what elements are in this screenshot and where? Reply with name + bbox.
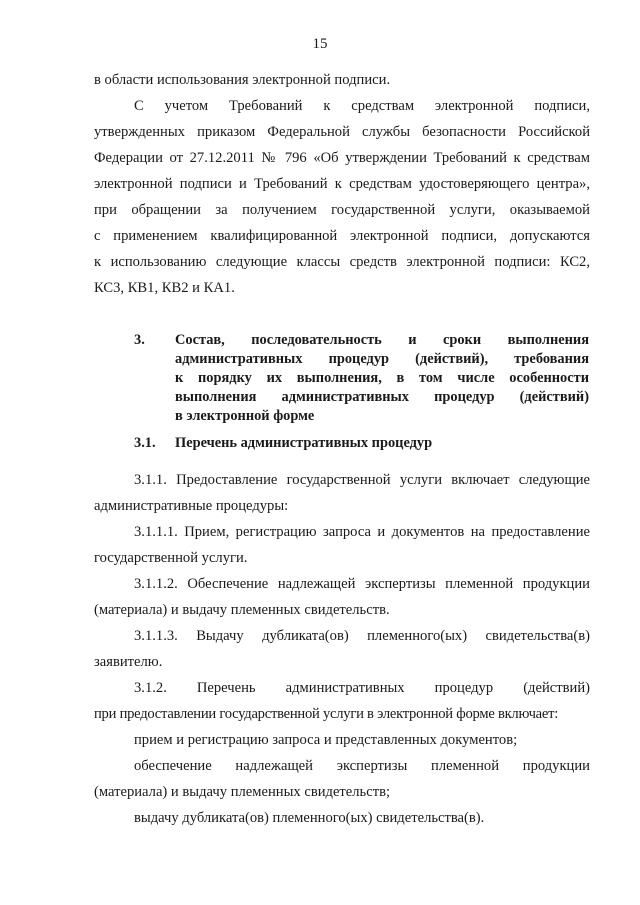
heading-line: административных процедур (действий), требования [175,351,589,367]
page-number: 15 [312,36,328,52]
text-line: 3.1.2. Перечень административных процедур (действий) [134,680,590,696]
text-line: 3.1.1.1. Прием, регистрацию запроса и документов на предоставление [134,524,590,540]
subsection-title: Перечень административных процедур [175,435,433,451]
heading-line: выполнения административных процедур (действий) [175,389,589,405]
heading-line: в электронной форме [175,408,315,424]
heading-line: к порядку их выполнения, в том числе особенности [175,370,589,386]
text-line: государственной услуги. [94,550,248,566]
text-line: административные процедуры: [94,498,289,514]
text-line: прием и регистрацию запроса и представленных документов; [134,732,518,748]
text-line: 3.1.1.2. Обеспечение надлежащей экспертизы племенной продукции [134,576,590,592]
section-title [175,331,589,426]
text-line: Федерации от 27.12.2011 № 796 «Об утверждении Требований к средствам [94,150,590,166]
section-number: 3. [134,332,145,348]
body-text [94,467,590,831]
text-line: С учетом Требований к средствам электронной подписи, [134,98,590,114]
text-line: с применением квалифицированной электронной подписи, допускаются [94,228,590,244]
text-line: заявителю. [94,654,163,670]
heading-line: Состав, последовательность и сроки выполнения [175,332,589,348]
text-line: к использованию следующие классы средств электронной подписи: КС2, [94,254,590,270]
text-line: утвержденных приказом Федеральной службы безопасности Российской [94,124,590,140]
text-line: электронной подписи и Требований к средствам удостоверяющего центра», [94,176,590,192]
text-line: 3.1.1.3. Выдачу дубликата(ов) племенного(ых) свидетельства(в) [134,628,590,644]
intro-paragraph [94,67,590,301]
text-line: при предоставлении государственной услуги в электронной форме включает: [94,706,559,722]
text-line: КС3, КВ1, КВ2 и КА1. [94,280,235,296]
text-line: (материала) и выдачу племенных свидетельств; [94,784,391,800]
text-line: 3.1.1. Предоставление государственной услуги включает следующие [134,472,590,488]
text-line: (материала) и выдачу племенных свидетельств. [94,602,390,618]
text-line: выдачу дубликата(ов) племенного(ых) свидетельства(в). [134,810,485,826]
text-line: в области использования электронной подписи. [94,72,391,88]
text-line: при обращении за получением государственной услуги, оказываемой [94,202,590,218]
text-line: обеспечение надлежащей экспертизы племенной продукции [134,758,590,774]
subsection-number: 3.1. [134,435,156,451]
